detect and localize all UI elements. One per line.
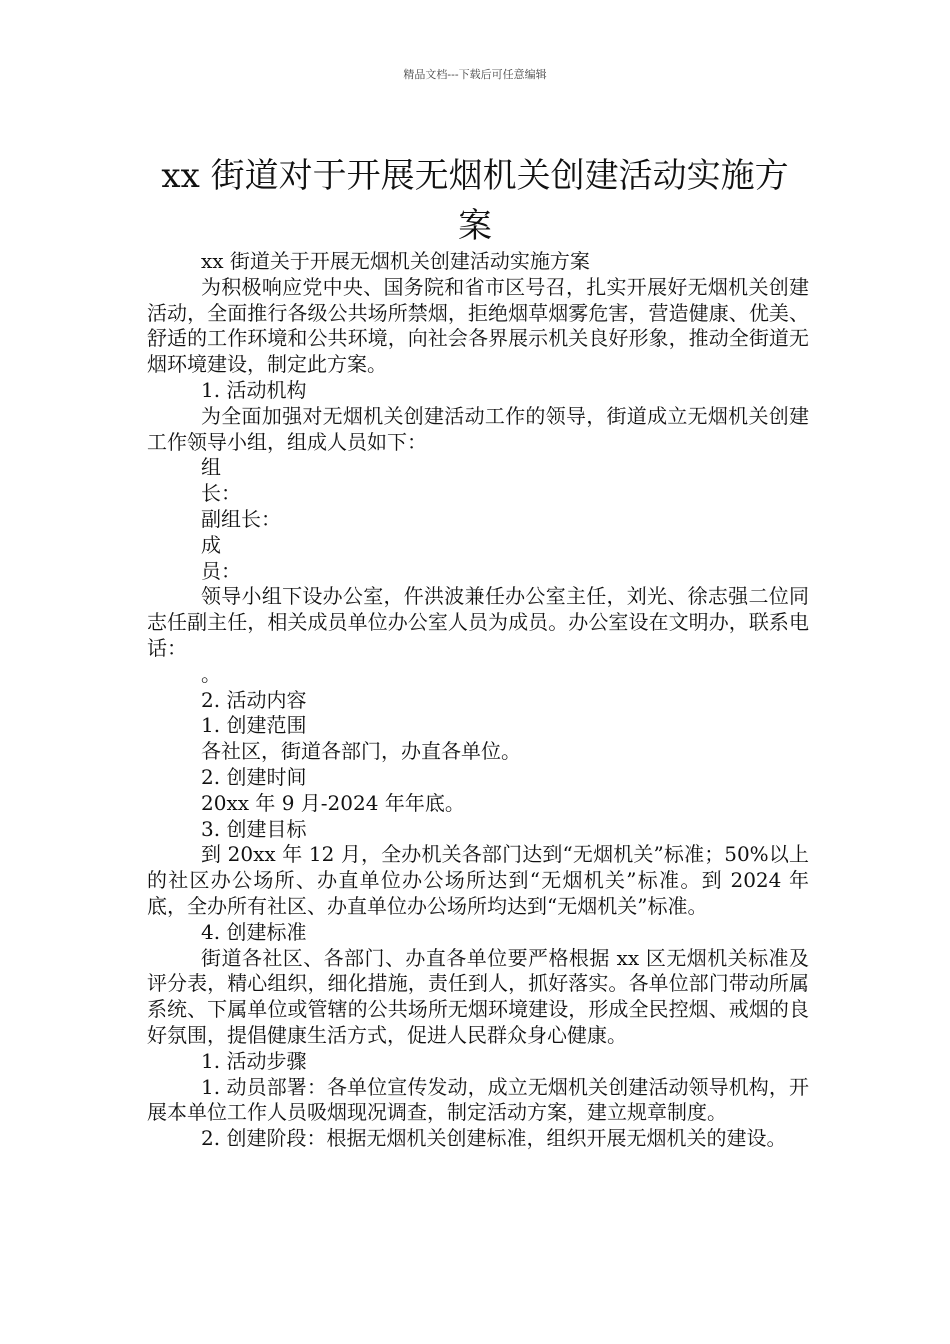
subsection-heading: 1. 创建范围 xyxy=(201,713,307,738)
body-paragraph: 各社区，街道各部门，办直各单位。 xyxy=(201,739,521,764)
intro-paragraph: 为积极响应党中央、国务院和省市区号召，扎实开展好无烟机关创建活动，全面推行各级公共场所禁烟，拒绝烟草烟雾危害，营造健康、优美、舒适的工作环境和公共环境，向社会各界展示机关良好形象，推动全街道无烟环境建设，制定此方案。 xyxy=(147,274,809,377)
role-label: 长： xyxy=(201,481,241,506)
body-paragraph: 1. 动员部署：各单位宣传发动，成立无烟机关创建活动领导机构，开展本单位工作人员吸烟现况调查，制定活动方案，建立规章制度。 xyxy=(147,1074,809,1125)
header-note: 精品文档---下载后可任意编辑 xyxy=(403,68,547,81)
document-body xyxy=(147,249,809,1152)
role-label: 成 xyxy=(201,532,221,557)
body-paragraph: 街道各社区、各部门、办直各单位要严格根据 xx 区无烟机关标准及评分表，精心组织，细化措施，责任到人，抓好落实。各单位部门带动所属系统、下属单位或管辖的公共场所无烟环境建设，形成全民控烟、戒烟的良好氛围，提倡健康生活方式，促进人民群众身心健康。 xyxy=(147,945,809,1047)
body-paragraph: 20xx 年 9 月-2024 年年底。 xyxy=(201,790,465,815)
body-paragraph: 。 xyxy=(201,661,221,686)
role-label: 组 xyxy=(201,455,221,480)
subtitle-paragraph: xx 街道关于开展无烟机关创建活动实施方案 xyxy=(201,249,590,273)
body-paragraph: 为全面加强对无烟机关创建活动工作的领导，街道成立无烟机关创建工作领导小组，组成人员如下： xyxy=(147,403,809,454)
section-heading: 2. 活动内容 xyxy=(201,687,307,712)
role-label: 副组长： xyxy=(201,506,281,531)
subsection-heading: 3. 创建目标 xyxy=(201,816,307,841)
subsection-heading: 4. 创建标准 xyxy=(201,919,307,944)
section-heading: 1. 活动步骤 xyxy=(201,1048,307,1073)
body-paragraph: 2. 创建阶段：根据无烟机关创建标准，组织开展无烟机关的建设。 xyxy=(201,1126,787,1151)
document-title: xx 街道对于开展无烟机关创建活动实施方案 xyxy=(161,155,789,246)
body-paragraph: 领导小组下设办公室，仵洪波兼任办公室主任，刘光、徐志强二位同志任副主任，相关成员单位办公室人员为成员。办公室设在文明办，联系电话： xyxy=(147,584,809,660)
body-paragraph: 到 20xx 年 12 月，全办机关各部门达到“无烟机关”标准；50%以上的社区办公场所、办直单位办公场所达到“无烟机关”标准。到 2024 年底，全办所有社区、办直单位办公场所均达到“无烟机关”标准。 xyxy=(147,842,809,918)
section-heading: 1. 活动机构 xyxy=(201,377,307,402)
role-label: 员： xyxy=(201,558,241,583)
subsection-heading: 2. 创建时间 xyxy=(201,764,307,789)
